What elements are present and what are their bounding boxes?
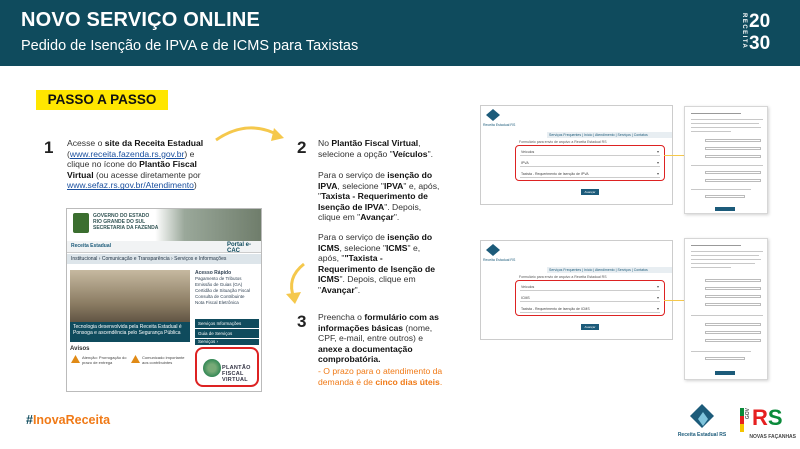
form-title: Formulário para envio de arquivo a Receita Estadual RS (519, 275, 607, 279)
t: ) e clique no ícone do (67, 148, 195, 170)
doc-button (715, 371, 735, 375)
receita-diamond-icon (486, 109, 500, 121)
avancar-button[interactable]: Avançar (581, 324, 599, 330)
doc-line (691, 131, 731, 132)
step-2-text (318, 138, 442, 159)
doc-line (691, 123, 759, 124)
doc-field (705, 279, 761, 282)
doc-line (691, 113, 741, 114)
t: No (318, 138, 332, 148)
inova-receita-hashtag (26, 413, 110, 427)
t: Plantão Fiscal Virtual (331, 138, 419, 148)
t: S (767, 405, 783, 430)
warning-icon (131, 355, 140, 363)
t: InovaReceita (32, 413, 111, 427)
t: R (752, 405, 768, 430)
t: ICMS (386, 242, 408, 253)
t: Avançar (321, 284, 355, 295)
t: Veículos (392, 148, 428, 159)
receita-vertical-text: RECEITA (741, 13, 747, 50)
doc-field (705, 139, 761, 142)
t: Taxista - Requerimento de Isenção de IPVA (318, 191, 428, 212)
site-receita-label: Receita Estadual (71, 243, 112, 249)
gov-text (93, 213, 158, 231)
t: , selecione " (337, 180, 384, 191)
doc-field (705, 195, 745, 198)
tax-select[interactable]: ICMS ▾ (520, 294, 660, 302)
highlighted-selects (515, 145, 665, 181)
t: formulário com as informações básicas (318, 312, 439, 333)
t: anexe a documentação comprobatória. (318, 343, 413, 365)
t: (nome, CPF, e-mail, entre outros) e (318, 322, 433, 344)
service-select[interactable]: Taxista - Requerimento de Isenção de ICMS ▾ (520, 305, 660, 313)
arrow-to-step-2-icon (210, 120, 290, 150)
step-2-ipva-text (318, 170, 442, 223)
year-top: 20 (749, 11, 771, 32)
ipva-form-screenshot (480, 105, 673, 205)
quick-link[interactable]: Nota Fiscal Eletrônica (195, 300, 239, 305)
atendimento-link[interactable]: www.sefaz.rs.gov.br/Atendimento (67, 180, 194, 191)
doc-button (715, 207, 735, 211)
step-1-number: 1 (44, 138, 54, 157)
quick-link[interactable]: Consulta de Contribuinte (195, 294, 245, 299)
t: Acesso Rápido (195, 270, 232, 276)
doc-field (705, 303, 761, 306)
deadline-note (318, 366, 444, 387)
form-document-thumbnail (684, 106, 768, 214)
t: IPVA (383, 180, 404, 191)
connector-line (664, 155, 684, 156)
doc-line (691, 259, 761, 260)
portal-ecac-link[interactable]: Portal e-CAC (227, 242, 252, 254)
gov-rs-logo (740, 404, 796, 442)
form-document-thumbnail (684, 238, 768, 380)
doc-line (691, 251, 763, 252)
doc-line (691, 119, 763, 120)
t: ( (67, 148, 70, 159)
doc-field (705, 339, 761, 342)
step-2-number: 2 (297, 138, 307, 157)
t: ". Depois, clique em " (318, 201, 422, 223)
page-subtitle: Pedido de Isenção de IPVA e de ICMS para Taxistas (21, 38, 359, 54)
doc-field (705, 147, 761, 150)
t: , selecione a opção " (318, 138, 421, 159)
rs-coat-of-arms-icon (73, 213, 89, 233)
form-nav[interactable]: Serviços Frequentes | Início | Atendimento | Serviços | Contatos (547, 132, 672, 138)
t: cinco dias úteis (375, 376, 440, 387)
t: SECRETARIA DA FAZENDA (93, 225, 159, 231)
t: Para o serviço de (318, 232, 388, 242)
doc-field (705, 295, 761, 298)
page-title: NOVO SERVIÇO ONLINE (21, 9, 261, 31)
doc-field (705, 171, 761, 174)
aviso-text[interactable]: Atenção: Prorrogação do prazo de entrega (82, 355, 127, 365)
warning-icon (71, 355, 80, 363)
quick-link[interactable]: Certidão de Situação Fiscal (195, 288, 251, 293)
t: Avançar (360, 212, 394, 223)
t: Para o serviço de (318, 170, 388, 180)
t: GOVERNO DO ESTADO (93, 213, 150, 219)
news-caption[interactable]: Tecnologia desenvolvida pela Receita Estadual é Ponsoga e ascendência pelo Segurança Pública (70, 322, 190, 342)
connector-line (664, 300, 684, 301)
category-select[interactable]: Veículos ▾ (520, 148, 660, 156)
t: Acesse o (67, 138, 105, 148)
doc-field (705, 357, 745, 360)
section-label: PASSO A PASSO (36, 90, 168, 110)
t: Receita Estadual RS (483, 123, 516, 127)
t: Receita Estadual RS (483, 258, 516, 262)
doc-line (691, 267, 731, 268)
plantao-globe-icon (203, 359, 221, 377)
site-nav[interactable]: Institucional › Comunicação e Transparência › Serviços e Informações (67, 254, 262, 264)
service-select[interactable]: Taxista - Requerimento de Isenção de IPVA ▾ (520, 170, 660, 178)
t: RIO GRANDE DO SUL (93, 219, 146, 225)
rs-flag-stripe (740, 408, 744, 432)
t: "Taxista - Requerimento de Isenção de ICMS (318, 253, 436, 285)
form-nav[interactable]: Serviços Frequentes | Início | Atendimento | Serviços | Contatos (547, 267, 672, 273)
site-button[interactable]: Serviços › (195, 339, 259, 345)
step-2-icms-text (318, 232, 442, 296)
site-button[interactable]: Serviços Informações (195, 319, 259, 328)
plantao-fiscal-virtual-button[interactable] (195, 347, 259, 387)
receita-site-link[interactable]: www.receita.fazenda.rs.gov.br (69, 148, 185, 159)
t: Receita Estadual RS (677, 432, 727, 438)
header-bar (0, 0, 800, 66)
t: - O prazo para o atendimento da demanda é de (318, 366, 443, 387)
t: # (26, 413, 33, 427)
doc-field (705, 323, 761, 326)
arrow-to-step-3-icon (282, 262, 312, 306)
aviso-text[interactable]: Comunicado importante aos contribuintes (142, 355, 185, 365)
quick-link[interactable]: Emissão de Guias (GA) (195, 282, 243, 287)
doc-line (691, 351, 751, 352)
t: ". (393, 212, 400, 223)
t: (ou acesse diretamente por (93, 169, 201, 180)
slogan: NOVAS FAÇANHAS (749, 434, 796, 440)
step-3-number: 3 (297, 312, 307, 331)
rs-wordmark (752, 406, 783, 430)
doc-field (705, 287, 761, 290)
plantao-label: PLANTÃO FISCAL VIRTUAL (222, 365, 251, 383)
year-bottom: 30 (749, 33, 771, 54)
step-3-text (318, 312, 444, 365)
doc-line (691, 165, 763, 166)
t: " e, após, " (318, 242, 421, 264)
t: . (439, 376, 443, 387)
tax-select[interactable]: IPVA ▾ (520, 159, 660, 167)
t: Plantão Fiscal Virtual (67, 159, 197, 180)
quick-access (195, 270, 259, 322)
form-title: Formulário para envio de arquivo a Receita Estadual RS (519, 140, 607, 144)
receita-2030-logo (737, 10, 783, 58)
highlighted-selects (515, 280, 665, 316)
step-1-text (67, 138, 215, 191)
t: , selecione " (339, 242, 387, 253)
t: ". (354, 284, 361, 295)
doc-line (691, 263, 755, 264)
site-button[interactable]: Guia de Serviços (195, 329, 259, 338)
avancar-button[interactable]: Avançar (581, 189, 599, 195)
doc-line (691, 127, 761, 128)
t: ". Depois, clique em " (318, 274, 416, 295)
t: site da Receita Estadual (104, 138, 204, 148)
doc-field (705, 155, 761, 158)
doc-line (691, 255, 759, 256)
t: isenção do IPVA (318, 170, 433, 191)
receita-diamond-icon (486, 244, 500, 256)
avisos-heading: Avisos (70, 346, 90, 352)
quick-link[interactable]: Pagamento de Tributos (195, 276, 242, 281)
receita-website-screenshot (66, 208, 262, 392)
t: isenção do ICMS (318, 232, 433, 253)
t: ". (427, 148, 434, 159)
receita-estadual-logo (676, 402, 728, 442)
icms-form-screenshot (480, 240, 673, 340)
doc-line (691, 315, 763, 316)
doc-field (705, 331, 761, 334)
t: ) (193, 180, 197, 191)
t: Preencha o (318, 312, 365, 322)
doc-line (691, 245, 741, 246)
t: GOV (745, 408, 751, 420)
doc-line (691, 189, 751, 190)
doc-field (705, 179, 761, 182)
t: " e, após, " (318, 180, 440, 202)
category-select[interactable]: Veículos ▾ (520, 283, 660, 291)
